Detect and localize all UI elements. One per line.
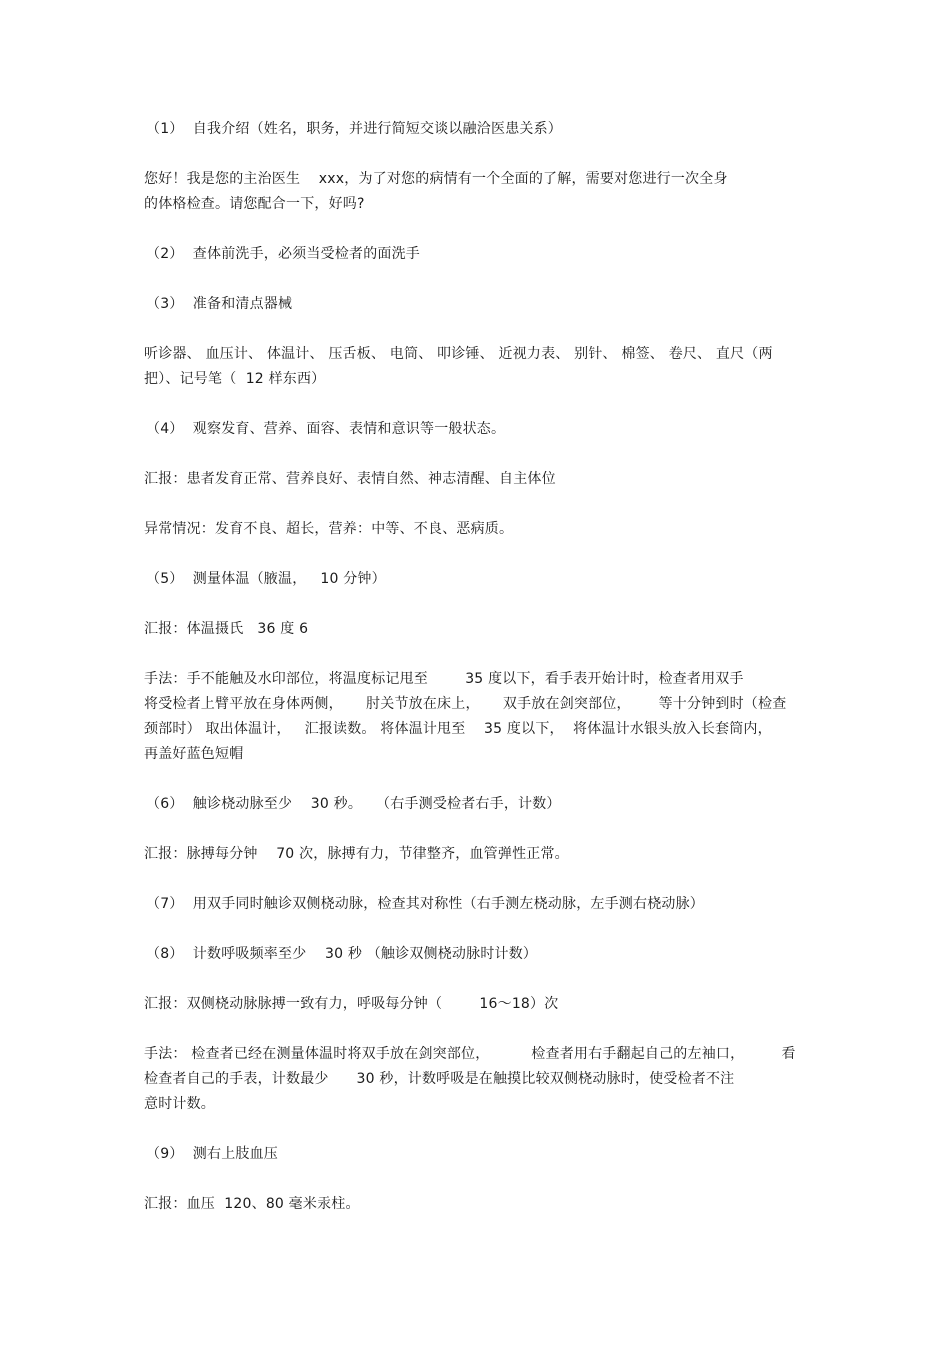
technique-respiration-line-2: 检查者自己的手表，计数最少 30 秒，计数呼吸是在触摸比较双侧桡动脉时，使受检者不注 <box>144 1071 735 1087</box>
technique-temperature-line-3: 颈部时） 取出体温计， 汇报读数。 将体温计甩至 35 度以下， 将体温计水银头放入长套筒内， <box>144 721 772 737</box>
equipment-line-2: 把）、记号笔（ 12 样东西） <box>144 371 326 387</box>
technique-temperature-line-1: 手法：手不能触及水印部位，将温度标记甩至 35 度以下，看手表开始计时，检查者用双手 <box>144 671 744 687</box>
technique-temperature-line-2: 将受检者上臂平放在身体两侧， 肘关节放在床上， 双手放在剑突部位， 等十分钟到时（检查 <box>144 696 787 712</box>
section-6-heading: （6） 触诊桡动脉至少 30 秒。 （右手测受检者右手，计数） <box>146 796 561 812</box>
section-3-heading: （3） 准备和清点器械 <box>146 296 293 312</box>
equipment-line-1: 听诊器、 血压计、 体温计、 压舌板、 电筒、 叩诊锤、 近视力表、 别针、 棉签、 卷尺、 直尺（两 <box>144 346 773 362</box>
report-blood-pressure: 汇报：血压 120、80 毫米汞柱。 <box>144 1196 360 1212</box>
section-7-heading: （7） 用双手同时触诊双侧桡动脉，检查其对称性（右手测左桡动脉，左手测右桡动脉） <box>146 896 705 912</box>
section-4-heading: （4） 观察发育、营养、面容、表情和意识等一般状态。 <box>146 421 506 437</box>
section-8-heading: （8） 计数呼吸频率至少 30 秒 （触诊双侧桡动脉时计数） <box>146 946 538 962</box>
report-respiration: 汇报：双侧桡动脉脉搏一致有力，呼吸每分钟（ 16～18）次 <box>144 996 559 1012</box>
abnormal-conditions: 异常情况：发育不良、超长，营养：中等、不良、恶病质。 <box>144 521 514 537</box>
technique-temperature-line-4: 再盖好蓝色短帽 <box>144 746 244 762</box>
technique-respiration-line-1: 手法： 检查者已经在测量体温时将双手放在剑突部位， 检查者用右手翻起自己的左袖口， 看 <box>144 1046 796 1062</box>
section-2-heading: （2） 查体前洗手，必须当受检者的面洗手 <box>146 246 421 262</box>
technique-respiration-line-3: 意时计数。 <box>144 1096 215 1112</box>
section-1-heading: （1） 自我介绍（姓名，职务，并进行简短交谈以融洽医患关系） <box>146 121 563 137</box>
section-5-heading: （5） 测量体温（腋温， 10 分钟） <box>146 571 386 587</box>
greeting-line-2: 的体格检查。请您配合一下，好吗? <box>144 196 365 212</box>
report-general-state: 汇报：患者发育正常、营养良好、表情自然、神志清醒、自主体位 <box>144 471 556 487</box>
section-9-heading: （9） 测右上肢血压 <box>146 1146 279 1162</box>
report-pulse: 汇报：脉搏每分钟 70 次，脉搏有力，节律整齐，血管弹性正常。 <box>144 846 569 862</box>
report-temperature: 汇报：体温摄氏 36 度 6 <box>144 621 309 637</box>
greeting-line-1: 您好！我是您的主治医生 xxx，为了对您的病情有一个全面的了解，需要对您进行一次全身 <box>144 171 728 187</box>
